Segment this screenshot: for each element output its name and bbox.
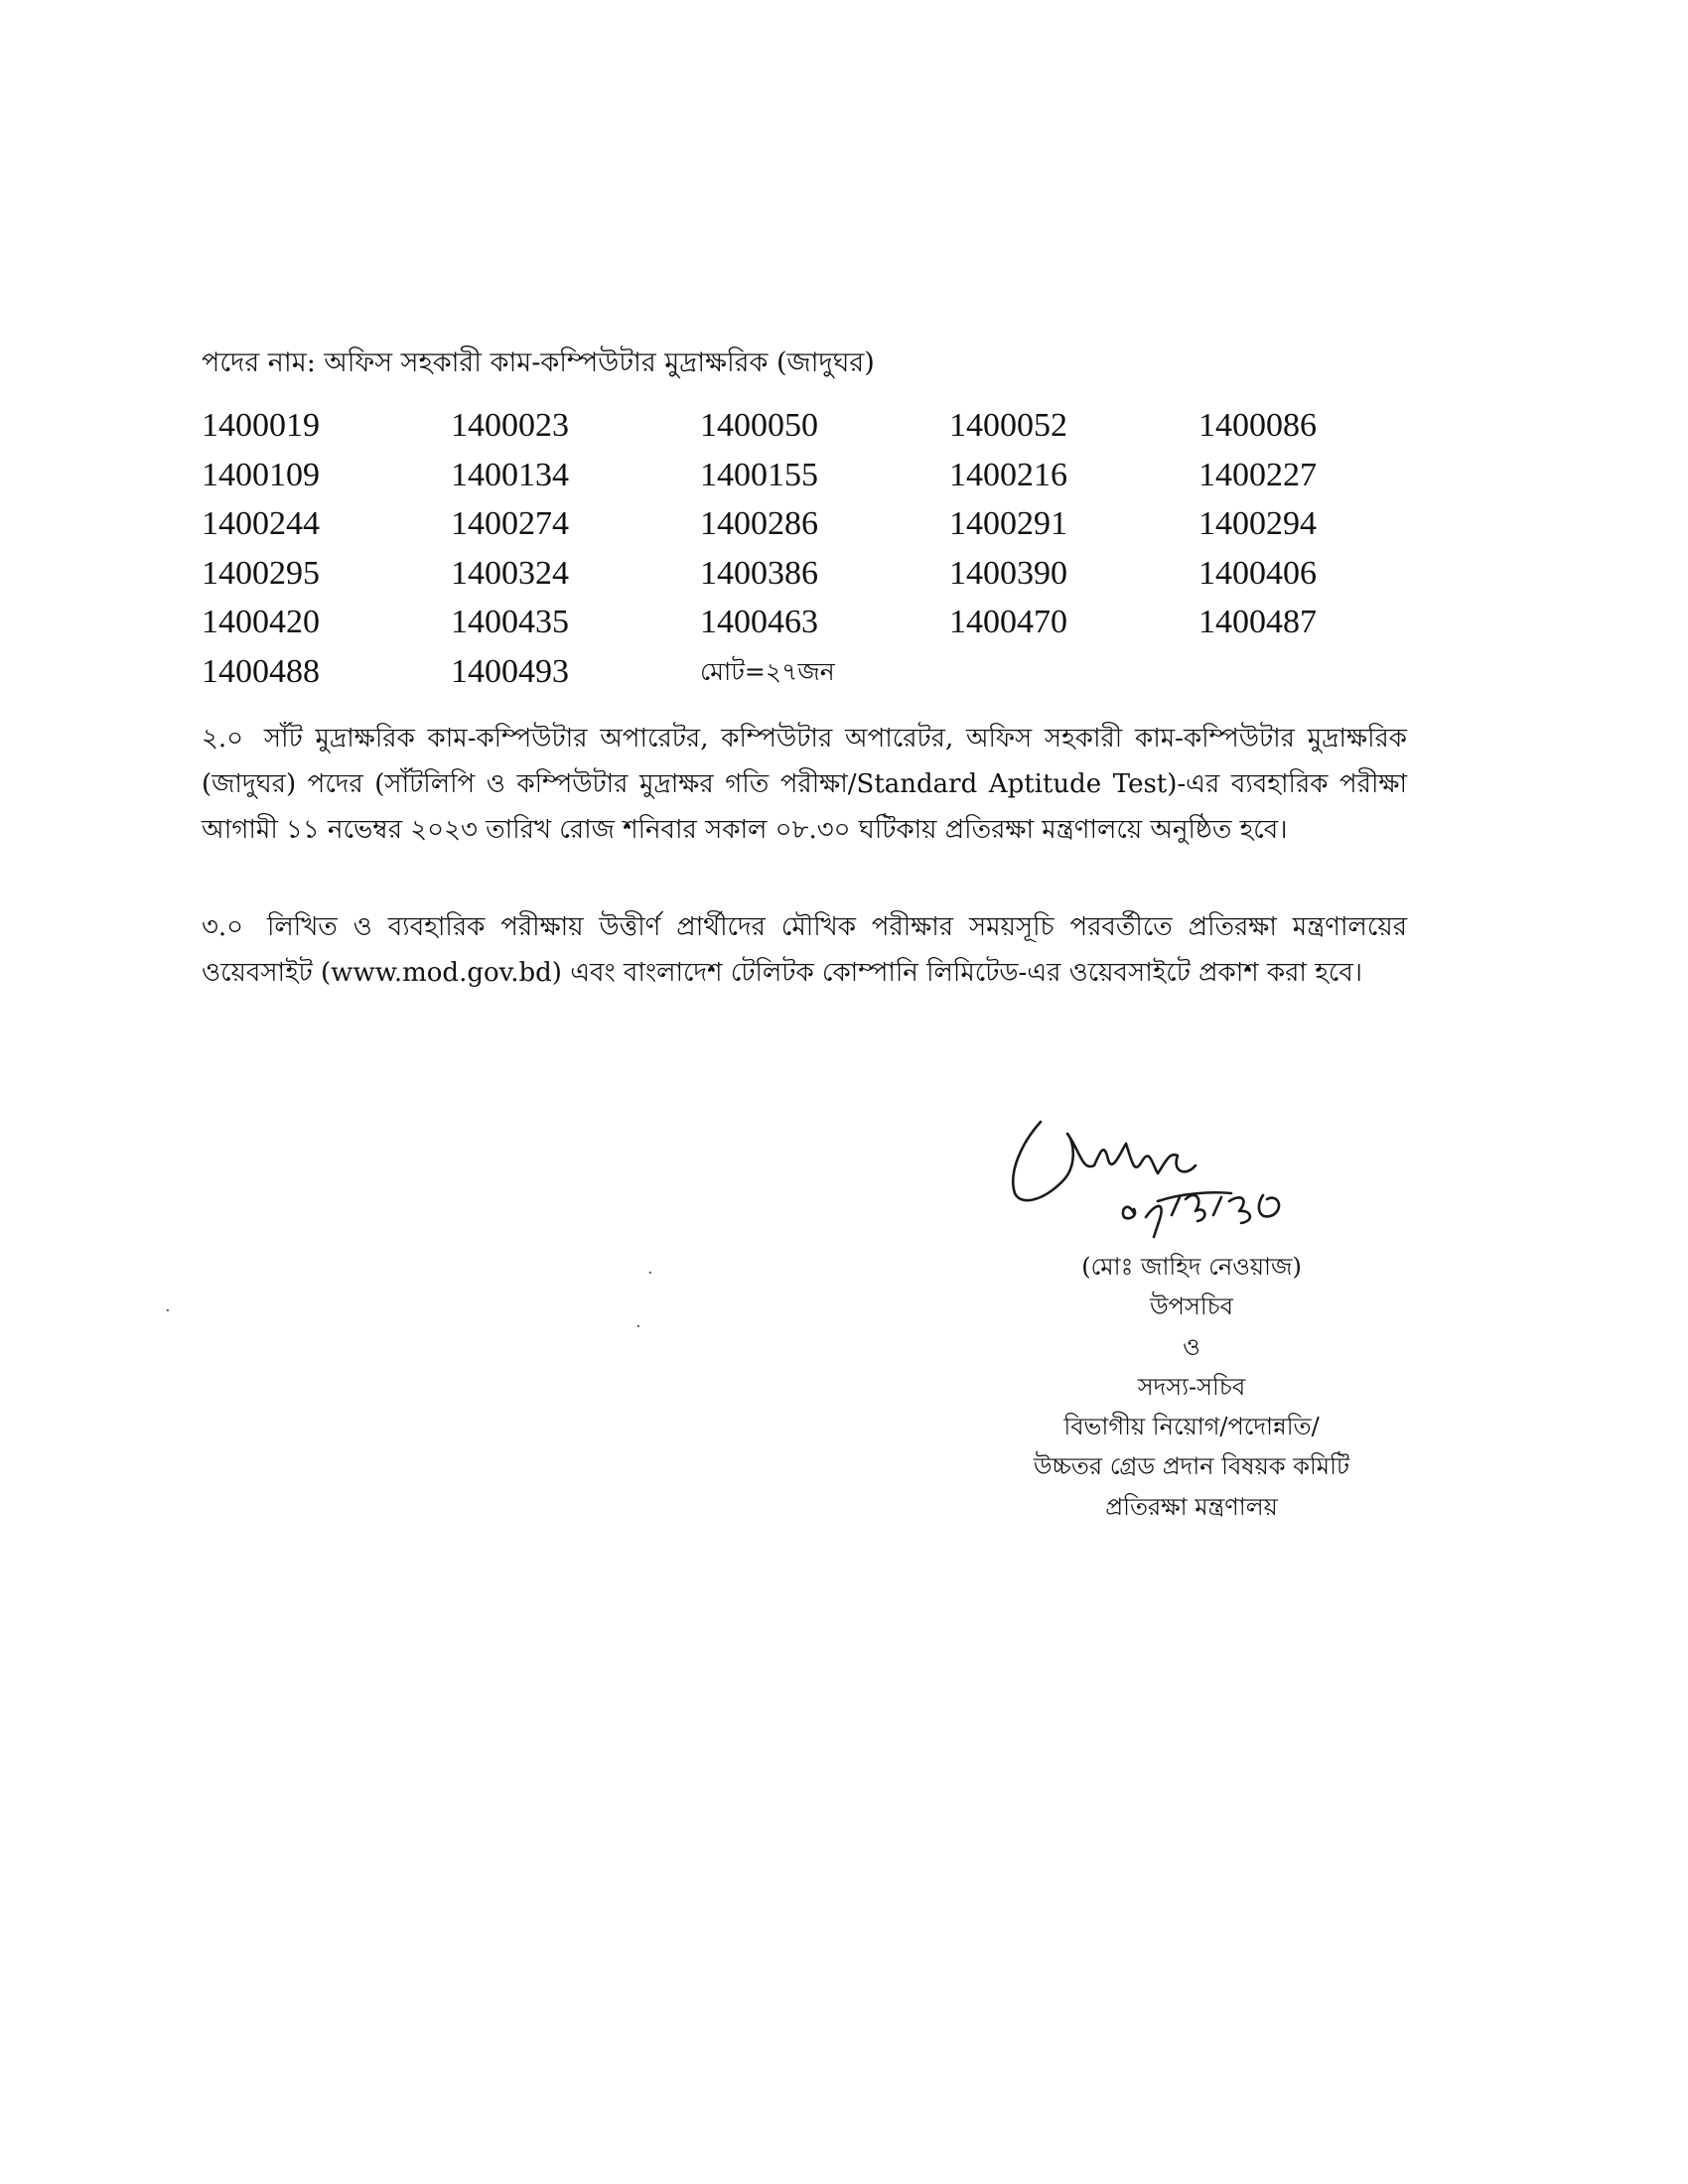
signer-role: সদস্য-সচিব <box>1137 1372 1246 1401</box>
roll-number: 1400086 <box>1198 407 1317 444</box>
roll-number: 1400324 <box>451 554 569 592</box>
signer-committee-line-2: উচ্চতর গ্রেড প্রদান বিষয়ক কমিটি <box>1033 1452 1350 1481</box>
roll-number: 1400386 <box>700 554 818 592</box>
signer-designation: উপসচিব <box>1149 1293 1234 1321</box>
roll-number: 1400109 <box>202 456 320 493</box>
roll-number: 1400291 <box>949 505 1067 542</box>
roll-number: 1400406 <box>1198 554 1317 592</box>
roll-number: 1400155 <box>700 456 818 493</box>
scan-speck: · <box>165 1300 171 1321</box>
signer-ministry: প্রতিরক্ষা মন্ত্রণালয় <box>1105 1492 1278 1521</box>
paragraph-viva-schedule <box>202 904 1407 996</box>
roll-number: 1400274 <box>451 505 569 542</box>
scan-speck: · <box>647 1263 653 1284</box>
roll-number: 1400294 <box>1198 505 1317 542</box>
handwritten-signature <box>983 1082 1420 1261</box>
roll-number-list <box>202 401 1343 696</box>
total-count: মোট=২৭জন <box>700 656 835 686</box>
roll-number: 1400487 <box>1198 604 1317 640</box>
signer-conjunction: ও <box>1183 1332 1200 1361</box>
roll-number: 1400488 <box>202 652 320 690</box>
roll-number: 1400134 <box>451 456 569 493</box>
roll-number: 1400216 <box>949 456 1067 493</box>
signer-name: (মোঃ জাহিদ নেওয়াজ) <box>1081 1253 1302 1281</box>
paragraph-practical-exam <box>202 716 1407 853</box>
roll-number: 1400050 <box>700 407 818 444</box>
roll-number: 1400435 <box>451 604 569 640</box>
roll-number: 1400052 <box>949 407 1067 444</box>
roll-number: 1400390 <box>949 554 1067 592</box>
roll-number: 1400420 <box>202 604 320 640</box>
paragraph-number: ৩.০ <box>202 912 244 942</box>
roll-number: 1400493 <box>451 652 569 690</box>
roll-number: 1400295 <box>202 554 320 592</box>
roll-number: 1400023 <box>451 407 569 444</box>
roll-number: 1400470 <box>949 604 1067 640</box>
roll-number: 1400244 <box>202 505 320 542</box>
paragraph-text: সাঁট মুদ্রাক্ষরিক কাম-কম্পিউটার অপারেটর, কম্পিউটার অপারেটর, অফিস সহকারী কাম-কম্পিউটার মুদ্রাক্ষরিক (জাদুঘর) পদের (সাঁটলিপি ও কম্পিউটার মুদ্রাক্ষর গতি পরীক্ষা/Standard Aptitude Test)-এর ব্যবহারিক পরীক্ষা আগামী ১১ নভেম্বর ২০২৩ তারিখ রোজ শনিবার সকাল ০৮.৩০ ঘটিকায় প্রতিরক্ষা মন্ত্রণালয়ে অনুষ্ঠিত হবে। <box>202 724 1407 845</box>
signer-block <box>943 1247 1440 1527</box>
roll-number: 1400227 <box>1198 456 1317 493</box>
paragraph-number: ২.০ <box>202 724 244 753</box>
roll-number: 1400286 <box>700 505 818 542</box>
signer-committee-line-1: বিভাগীয় নিয়োগ/পদোন্নতি/ <box>1063 1413 1320 1441</box>
scan-speck: · <box>635 1316 641 1337</box>
post-title: পদের নাম: অফিস সহকারী কাম-কম্পিউটার মুদ্রাক্ষরিক (জাদুঘর) <box>202 347 875 378</box>
paragraph-text: লিখিত ও ব্যবহারিক পরীক্ষায় উত্তীর্ণ প্রার্থীদের মৌখিক পরীক্ষার সময়সূচি পরবর্তীতে প্রতিরক্ষা মন্ত্রণালয়ের ওয়েবসাইট (www.mod.gov.bd) এবং বাংলাদেশ টেলিটক কোম্পানি লিমিটেড-এর ওয়েবসাইটে প্রকাশ করা হবে। <box>202 912 1407 988</box>
roll-number: 1400019 <box>202 407 320 444</box>
roll-number: 1400463 <box>700 604 818 640</box>
